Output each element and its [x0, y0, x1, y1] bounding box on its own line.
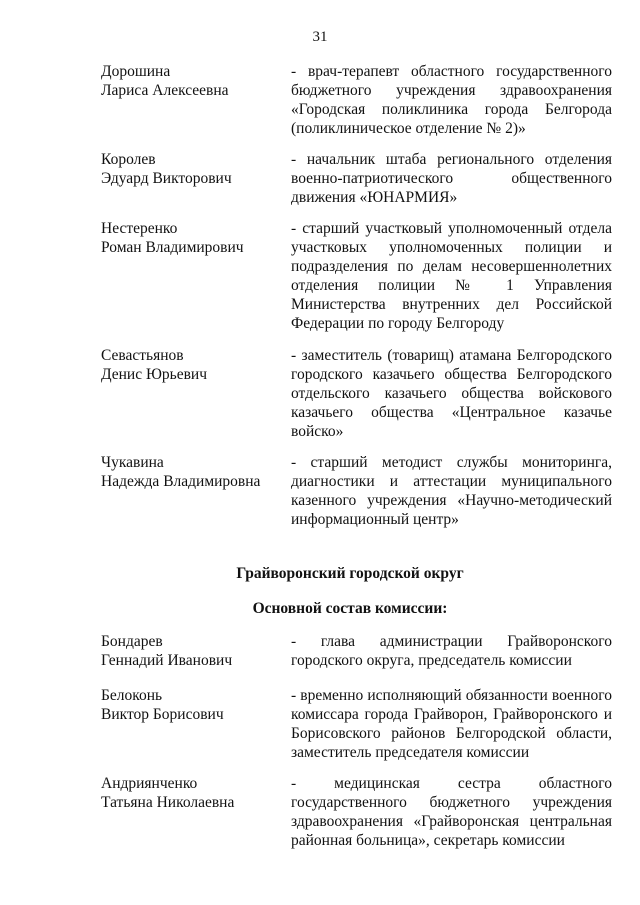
member-role: - медицинская сестра областного государственного бюджетного учреждения здравоохранения «Грайворонская центральная районная больница», секретарь комиссии: [291, 775, 612, 849]
member-surname: Севастьянов: [101, 347, 184, 364]
member-surname: Чукавина: [101, 454, 164, 471]
member-given-name: Денис Юрьевич: [101, 366, 208, 383]
member-name: [101, 686, 281, 724]
member-role: - старший участковый уполномоченный отдела участковых уполномоченных полиции и подразделения по делам несовершеннолетних отделения полиции № 1 Управления Министерства внутренних дел Российской Федерации по городу Белгороду: [291, 220, 612, 332]
member-role: - начальник штаба регионального отделения военно-патриотического общественного движения «ЮНАРМИЯ»: [291, 151, 612, 206]
member-given-name: Роман Владимирович: [101, 239, 244, 256]
member-given-name: Надежда Владимировна: [101, 473, 261, 490]
member-given-name: Татьяна Николаевна: [101, 794, 235, 811]
member-role: - заместитель (товарищ) атамана Белгородского городского казачьего общества Белгородского отдельского казачьего общества войскового казачьего общества «Центральное казачье войско»: [291, 347, 612, 440]
member-role: - временно исполняющий обязанности военного комиссара города Грайворон, Грайворонского и Борисовского районов Белгородской области, заместитель председателя комиссии: [291, 687, 612, 761]
member-given-name: Геннадий Иванович: [101, 652, 233, 669]
member-surname: Андриянченко: [101, 775, 198, 792]
member-surname: Дорошина: [101, 63, 171, 80]
member-name: [101, 62, 281, 100]
member-surname: Бондарев: [101, 633, 163, 650]
member-surname: Королев: [101, 151, 156, 168]
subsection-title: Основной состав комиссии:: [252, 600, 448, 617]
member-role: - глава администрации Грайворонского городского округа, председатель комиссии: [291, 633, 612, 669]
member-role: - старший методист службы мониторинга, диагностики и аттестации муниципального казенного учреждения «Научно-методический информационный центр»: [291, 454, 612, 528]
member-name: [101, 453, 281, 491]
member-name: [101, 774, 281, 812]
member-surname: Белоконь: [101, 687, 163, 704]
member-name: [101, 219, 281, 257]
member-surname: Нестеренко: [101, 220, 178, 237]
member-name: [101, 346, 281, 384]
page-number: 31: [312, 29, 328, 45]
member-given-name: Виктор Борисович: [101, 706, 224, 723]
section-title: Грайворонский городской округ: [236, 565, 464, 582]
member-name: [101, 632, 281, 670]
member-given-name: Эдуард Викторович: [101, 170, 232, 187]
member-given-name: Лариса Алексеевна: [101, 82, 229, 99]
member-name: [101, 150, 281, 188]
member-role: - врач-терапевт областного государственного бюджетного учреждения здравоохранения «Городская поликлиника города Белгорода (поликлиническое отделение № 2)»: [291, 63, 612, 137]
